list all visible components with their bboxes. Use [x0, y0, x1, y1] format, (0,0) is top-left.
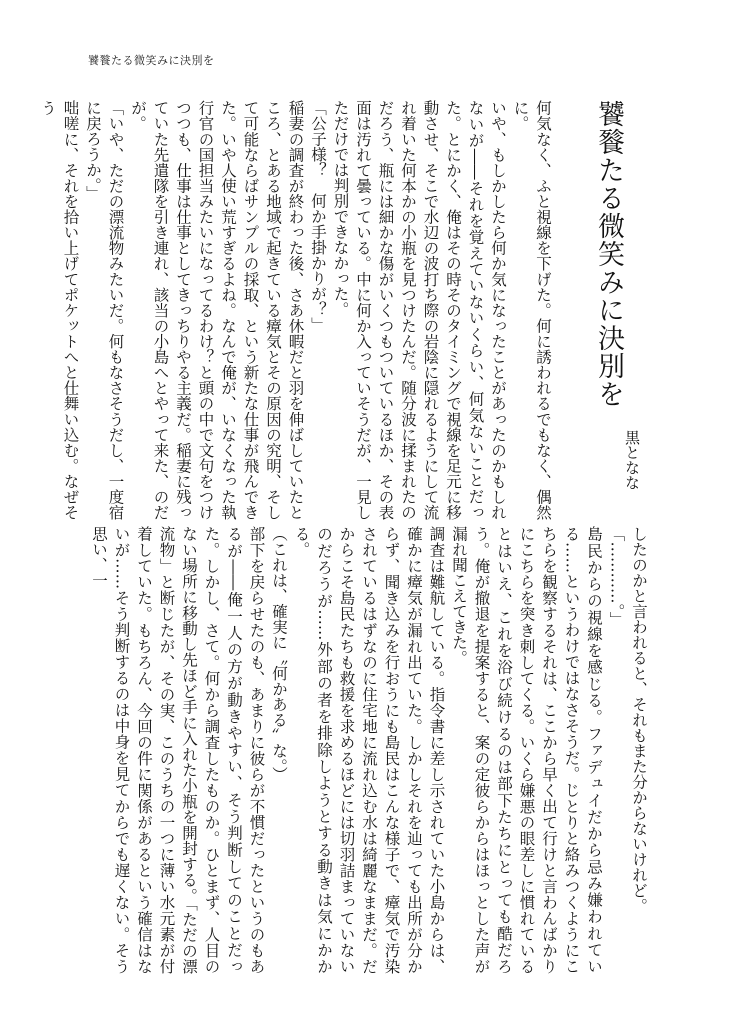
body-text-upper	[39, 100, 554, 520]
lower-paragraphs: したのかと言われると、それもまた分からないけれど。 「…………。」 島民からの視線を感じる。ファデュイだから忌み嫌われている……というわけではなさそうだ。じとりと絡みつくようにこちらを観察するそれは、ここから早く出て行けと言わんばかりにこちらを突き刺してくる。いくら嫌悪の眼差しに慣れているとはいえ、これを浴び続けるのは部下たちにとっても酷だろう。俺が撤退を提案すると、案の定彼らからはほっとした声が漏れ聞こえてきた。 調査は難航している。指令書に差し示されていた小島からは、確かに瘴気が漏れ出ていた。しかしそれを辿っても出所が分からず、聞き込みを行おうにも島民はこんな様子で、瘴気で汚染されているはずなのに住宅地に流れ込む水は綺麗なままだ。だからこそ島民たちも救援を求めるほどには切羽詰まっていないのだろうが……外部の者を排除しようとする動きは気にかかる。 （これは、確実に〝何かある〟な。） 部下を戻らせたのも、あまりに彼らが不慣だったというのもあるが――俺一人の方が動きやすい、そう判断してのことだった。しかし、さて。何から調査したものか。ひとまず、人目のない場所に移動し先ほど手に入れた小瓶を開封する。「ただの漂流物」と断じたが、その実、このうちの一つに薄い水元素が付着していた。もちろん、今回の件に関係があるという確信はないが……そう判断するのは中身を見てからでも遅くない。そう思い、一	[90, 526, 648, 975]
upper-paragraphs: 何気なく、ふと視線を下げた。何に誘われるでもなく、偶然に。 いや、もしかしたら何か気になったことがあったのかもしれないが――それを覚えていないくらい、何気ないことだった。とにかく、俺はその時そのタイミングで視線を足元に移動させ、そこで水辺の波打ち際の岩陰に隠れるようにして流れ着いた何本かの小瓶を見つけたんだ。随分波に揉まれたのだろう、瓶には細かな傷がいくつもついているほか、その表面は汚れて曇っている。中に何か入っていそうだが、一見しただけでは判別できなかった。 「公子様？ 何か手掛かりが？」 稲妻の調査が終わった後、さあ休暇だと羽を伸ばしていたところ、とある地域で起きている瘴気とその原因の究明、そして可能ならばサンプルの採取、という新たな仕事が飛んできた。いや人使い荒すぎるよね。なんで俺が、いなくなった執行官の国担当みたいになってるわけ？と頭の中で文句をつけつつも、仕事は仕事としてきっちりやる主義だ。稲妻に残っていた先遣隊を引き連れ、該当の小島へとやって来た、のだが。 「いや、ただの漂流物みたいだ。何もなさそうだし、一度宿に戻ろうか。」 咄嗟に、それを拾い上げてポケットへと仕舞い込む。なぜそう	[39, 100, 552, 520]
running-head: 饕餮たる微笑みに決別を	[88, 54, 215, 67]
story-title: 饕餮たる微笑みに決別を	[593, 100, 624, 408]
author-name: 黒となな	[623, 430, 641, 490]
body-text-lower	[80, 526, 650, 974]
